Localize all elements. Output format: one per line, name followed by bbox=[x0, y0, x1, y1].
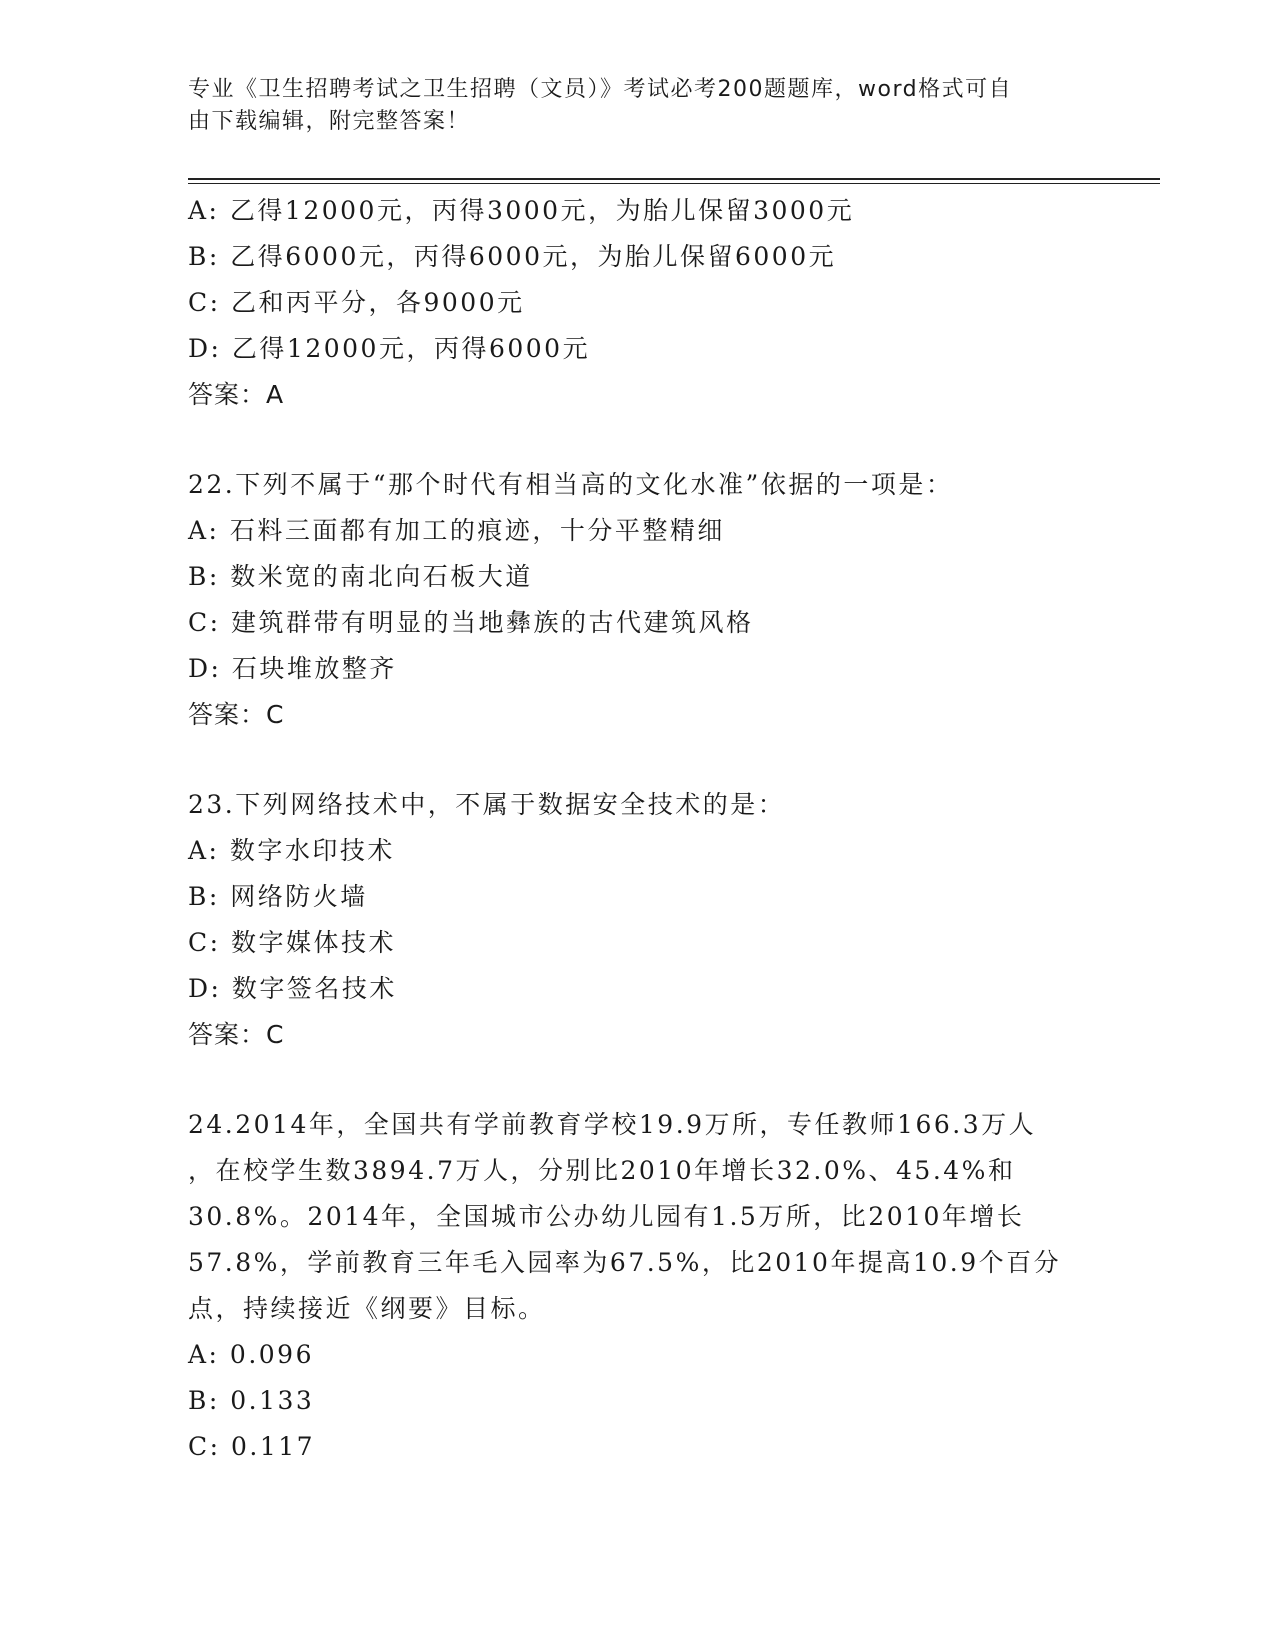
option-c: C: 数字媒体技术 bbox=[188, 928, 396, 957]
header-divider-thick bbox=[188, 178, 1160, 180]
option-d: D: 乙得12000元，丙得6000元 bbox=[188, 334, 591, 363]
header-line-1: 专业《卫生招聘考试之卫生招聘（文员）》考试必考200题题库，word格式可自 bbox=[188, 77, 1013, 102]
option-a: A: 数字水印技术 bbox=[188, 836, 395, 865]
question-list bbox=[188, 188, 1088, 1470]
question-stem bbox=[188, 1102, 1078, 1332]
stem-line-4: 57.8%，学前教育三年毛入园率为67.5%，比2010年提高10.9个百分 bbox=[188, 1248, 1062, 1277]
document-header bbox=[188, 74, 1068, 138]
answer-line: 答案：C bbox=[188, 700, 285, 729]
stem-line-5: 点，持续接近《纲要》目标。 bbox=[188, 1294, 546, 1323]
option-b: B: 数米宽的南北向石板大道 bbox=[188, 562, 533, 591]
stem-line-1: 24.2014年，全国共有学前教育学校19.9万所，专任教师166.3万人 bbox=[188, 1110, 1037, 1139]
option-c: C: 建筑群带有明显的当地彝族的古代建筑风格 bbox=[188, 608, 754, 637]
question-stem: 22.下列不属于“那个时代有相当高的文化水准”依据的一项是： bbox=[188, 470, 954, 499]
question-23 bbox=[188, 782, 1088, 1058]
question-22 bbox=[188, 462, 1088, 738]
option-b: B: 0.133 bbox=[188, 1386, 315, 1415]
stem-line-3: 30.8%。2014年，全国城市公办幼儿园有1.5万所，比2010年增长 bbox=[188, 1202, 1025, 1231]
option-b: B: 乙得6000元，丙得6000元，为胎儿保留6000元 bbox=[188, 242, 837, 271]
option-c: C: 乙和丙平分，各9000元 bbox=[188, 288, 525, 317]
option-d: D: 数字签名技术 bbox=[188, 974, 397, 1003]
question-stem: 23.下列网络技术中，不属于数据安全技术的是： bbox=[188, 790, 786, 819]
header-line-2: 由下载编辑，附完整答案！ bbox=[188, 109, 471, 134]
option-c: C: 0.117 bbox=[188, 1432, 316, 1461]
question-24 bbox=[188, 1102, 1088, 1470]
answer-line: 答案：C bbox=[188, 1020, 285, 1049]
option-d: D: 石块堆放整齐 bbox=[188, 654, 397, 683]
header-divider-thin bbox=[188, 183, 1160, 184]
option-a: A: 石料三面都有加工的痕迹，十分平整精细 bbox=[188, 516, 725, 545]
question-21 bbox=[188, 188, 1088, 418]
stem-line-2: ，在校学生数3894.7万人，分别比2010年增长32.0%、45.4%和 bbox=[188, 1156, 1016, 1185]
option-a: A: 0.096 bbox=[188, 1340, 314, 1369]
answer-line: 答案：A bbox=[188, 380, 285, 409]
option-b: B: 网络防火墙 bbox=[188, 882, 368, 911]
option-a: A: 乙得12000元，丙得3000元，为胎儿保留3000元 bbox=[188, 196, 855, 225]
